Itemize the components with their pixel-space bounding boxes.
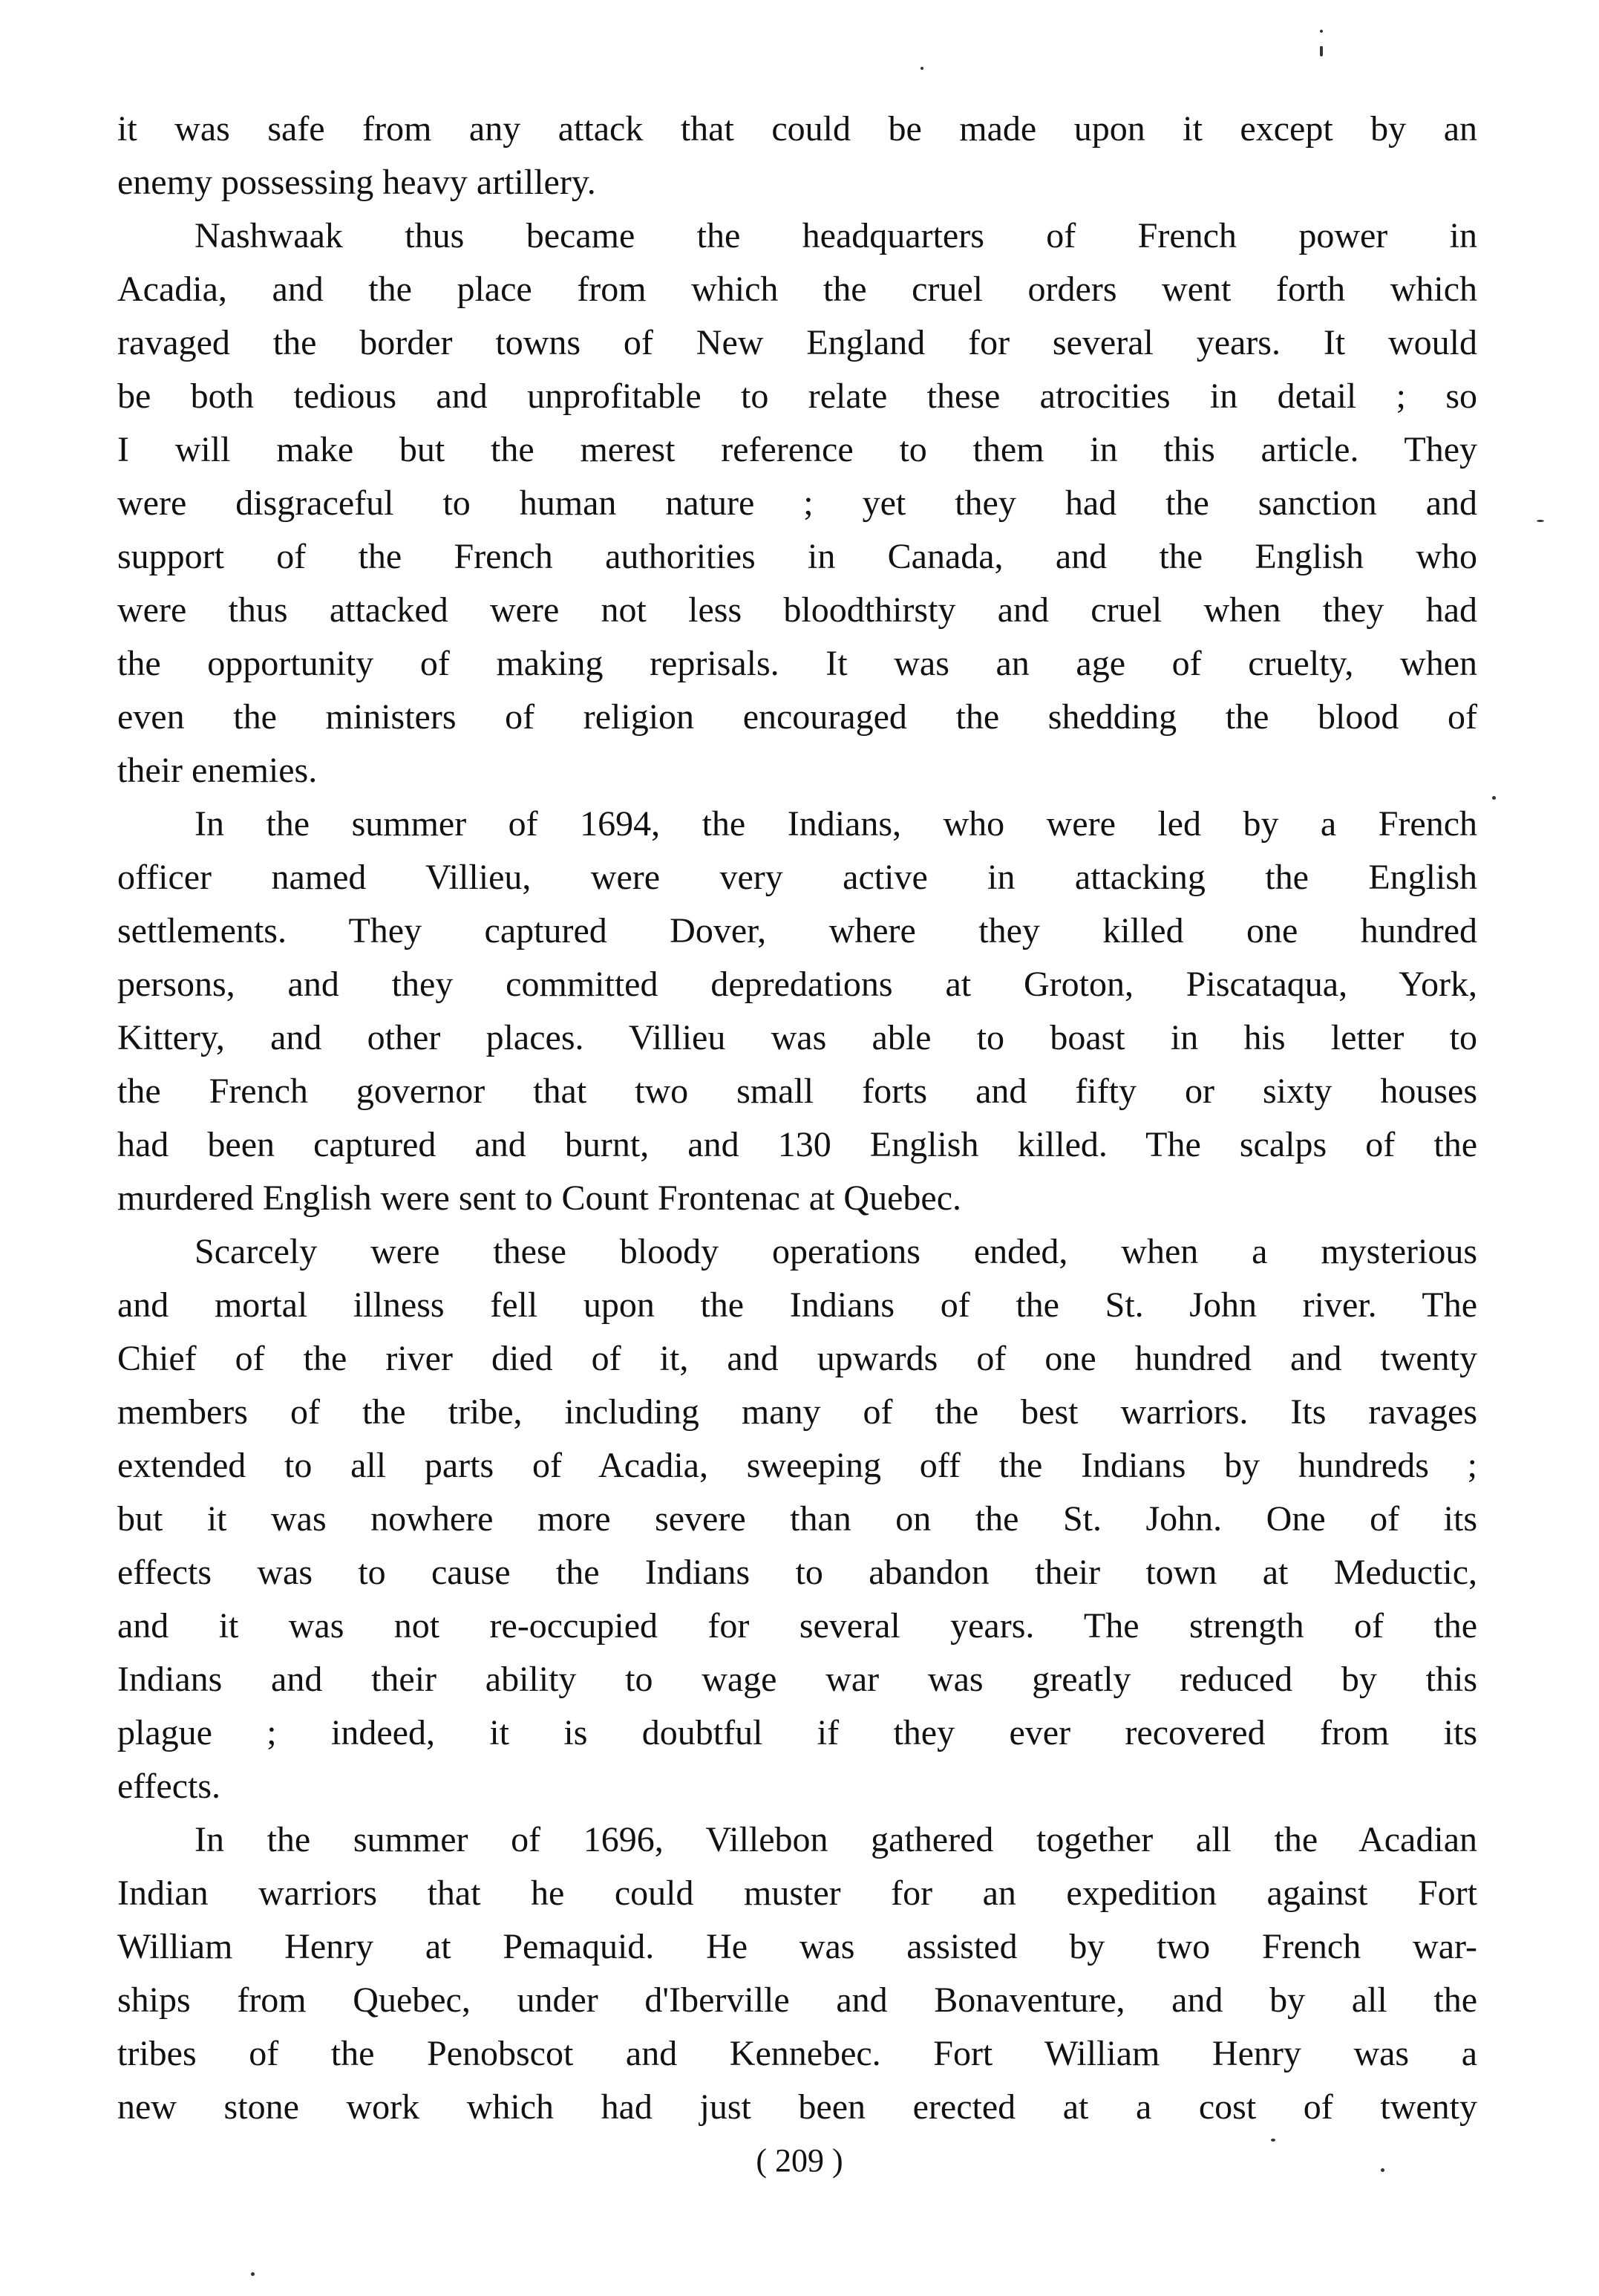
text-line: their enemies.: [117, 751, 318, 790]
text-line: be both tedious and unprofitable to relate these atrocities in detail ; so: [117, 376, 1477, 416]
text-line: William Henry at Pemaquid. He was assisted by two French war-: [117, 1927, 1477, 1966]
scan-speck: [1271, 2139, 1275, 2142]
paragraph: [117, 1813, 1477, 2134]
text-line: enemy possessing heavy artillery.: [117, 163, 596, 202]
scan-speck: [1381, 2168, 1384, 2172]
text-line: In the summer of 1694, the Indians, who were led by a French: [194, 804, 1477, 844]
scan-speck: [1320, 46, 1323, 56]
text-line: support of the French authorities in Canada, and the English who: [117, 537, 1477, 576]
text-line: extended to all parts of Acadia, sweeping off the Indians by hundreds ;: [117, 1446, 1477, 1485]
text-line: Acadia, and the place from which the cruel orders went forth which: [117, 270, 1477, 309]
paragraph: [117, 798, 1477, 1225]
scan-speck: [1537, 520, 1544, 522]
text-line: new stone work which had just been erected at a cost of twenty: [117, 2087, 1477, 2127]
text-line: had been captured and burnt, and 130 English killed. The scalps of the: [117, 1125, 1477, 1164]
text-line: Nashwaak thus became the headquarters of French power in: [194, 216, 1477, 255]
text-line: but it was nowhere more severe than on the St. John. One of its: [117, 1499, 1477, 1539]
text-line: persons, and they committed depredations at Groton, Piscataqua, York,: [117, 965, 1477, 1004]
text-line: Indians and their ability to wage war was greatly reduced by this: [117, 1660, 1477, 1699]
paragraph: [117, 102, 1477, 209]
text-line: the French governor that two small forts and fifty or sixty houses: [117, 1072, 1477, 1111]
text-line: Scarcely were these bloody operations ended, when a mysterious: [194, 1232, 1477, 1271]
text-line: and it was not re-occupied for several years. The strength of the: [117, 1606, 1477, 1646]
text-line: plague ; indeed, it is doubtful if they ever recovered from its: [117, 1713, 1477, 1752]
text-line: officer named Villieu, were very active in attacking the English: [117, 858, 1477, 897]
text-line: members of the tribe, including many of the best warriors. Its ravages: [117, 1392, 1477, 1432]
text-line: Indian warriors that he could muster for an expedition against Fort: [117, 1873, 1477, 1913]
text-line: even the ministers of religion encouraged the shedding the blood of: [117, 697, 1477, 737]
text-line: settlements. They captured Dover, where they killed one hundred: [117, 911, 1477, 950]
scan-speck: [1492, 796, 1496, 800]
scan-speck: [921, 67, 923, 70]
paragraph: [117, 209, 1477, 798]
text-line: ships from Quebec, under d'Iberville and Bonaventure, and by all the: [117, 1980, 1477, 2020]
text-line: I will make but the merest reference to them in this article. They: [117, 430, 1477, 469]
paragraph: [117, 1225, 1477, 1813]
text-line: and mortal illness fell upon the Indians of the St. John river. The: [117, 1285, 1477, 1325]
text-line: In the summer of 1696, Villebon gathered together all the Acadian: [194, 1820, 1477, 1859]
text-line: Kittery, and other places. Villieu was able to boast in his letter to: [117, 1018, 1477, 1057]
text-line: Chief of the river died of it, and upwards of one hundred and twenty: [117, 1339, 1477, 1378]
text-line: ravaged the border towns of New England for several years. It would: [117, 323, 1477, 362]
text-line: murdered English were sent to Count Frontenac at Quebec.: [117, 1178, 961, 1218]
text-line: it was safe from any attack that could be made upon it except by an: [117, 109, 1477, 149]
text-line: the opportunity of making reprisals. It was an age of cruelty, when: [117, 644, 1477, 683]
text-line: were thus attacked were not less bloodthirsty and cruel when they had: [117, 590, 1477, 630]
text-line: effects.: [117, 1767, 221, 1806]
page-number: ( 209 ): [756, 2142, 843, 2179]
text-line: tribes of the Penobscot and Kennebec. Fort William Henry was a: [117, 2034, 1477, 2073]
text-line: effects was to cause the Indians to abandon their town at Meductic,: [117, 1553, 1477, 1592]
text-line: were disgraceful to human nature ; yet they had the sanction and: [117, 483, 1477, 523]
scan-speck: [251, 2272, 255, 2276]
scan-speck: [1320, 30, 1323, 33]
body-text: [117, 102, 1477, 2134]
